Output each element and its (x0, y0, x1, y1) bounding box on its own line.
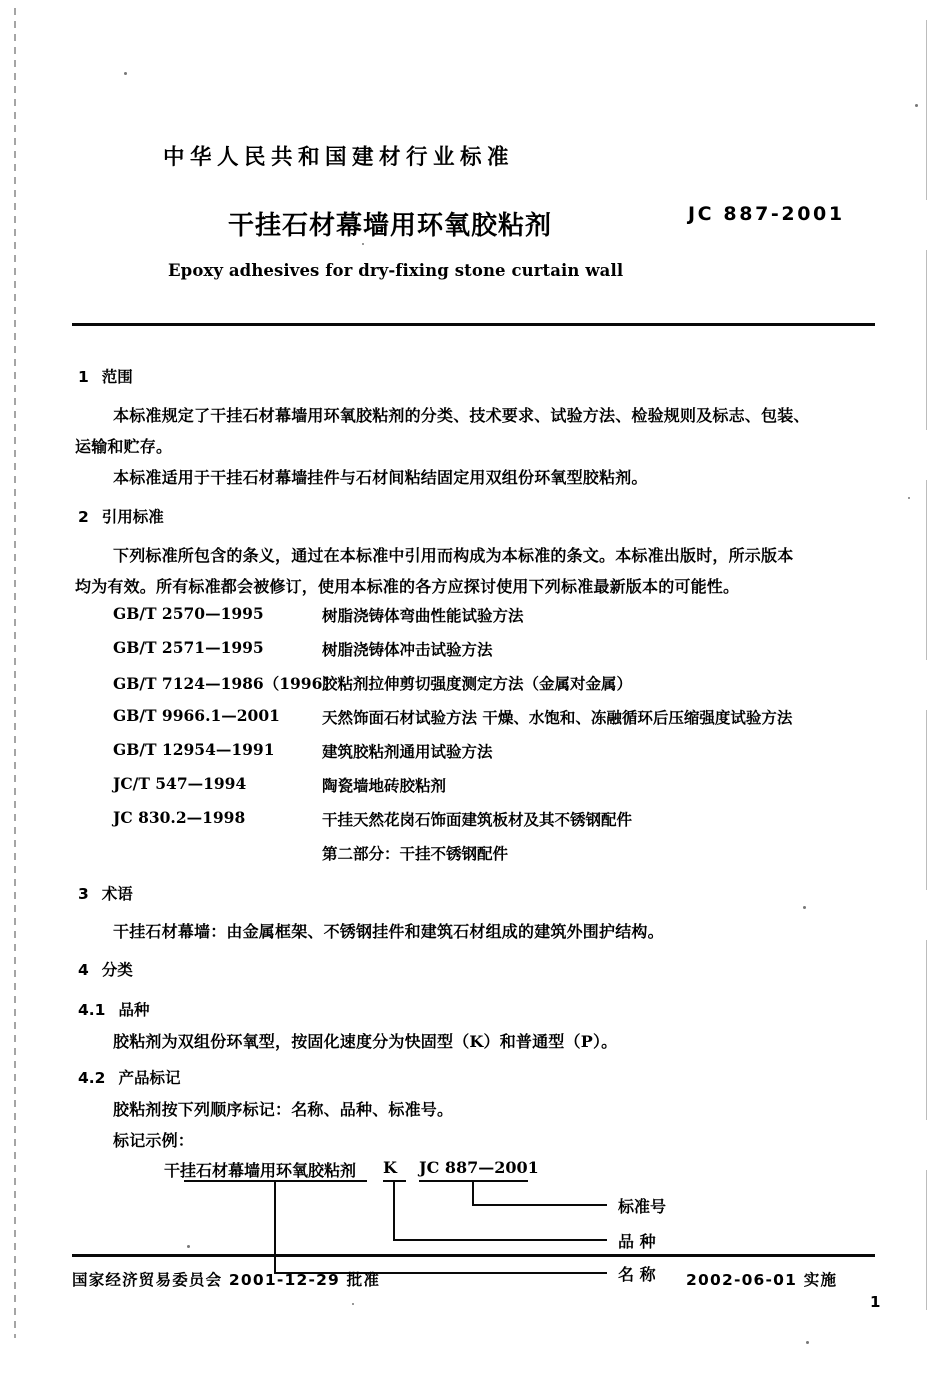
section-number: 1 (78, 368, 89, 386)
marking-label-variety: 品 种 (618, 1232, 656, 1251)
reference-title: 胶粘剂拉伸剪切强度测定方法（金属对金属） (322, 674, 633, 693)
standard-number: JC 887-2001 (688, 203, 845, 225)
header-divider-rule (72, 323, 875, 326)
reference-code: GB/T 12954—1991 (113, 740, 275, 759)
scan-speck (187, 1245, 190, 1248)
document-title-english: Epoxy adhesives for dry-fixing stone curtain wall (168, 261, 624, 280)
reference-code: GB/T 7124—1986（1996） (113, 674, 338, 693)
scan-artifact-right-edge (926, 20, 927, 1310)
section-heading-scope (78, 365, 133, 387)
section-title: 分类 (101, 961, 133, 979)
reference-title: 树脂浇铸体弯曲性能试验方法 (322, 606, 524, 625)
scan-speck (806, 1341, 809, 1344)
reference-title: 干挂天然花岗石饰面建筑板材及其不锈钢配件 (322, 810, 633, 829)
marking-example-label: 标记示例： (113, 1131, 195, 1150)
footer-implementation-date: 2002-06-01 实施 (686, 1271, 838, 1289)
footer-approval-info: 国家经济贸易委员会 2001-12-29 批准 (72, 1271, 381, 1289)
reference-code: GB/T 2570—1995 (113, 604, 264, 623)
scan-speck (803, 906, 806, 909)
reference-code: JC 830.2—1998 (113, 808, 246, 827)
subsection-heading-variety (78, 998, 149, 1020)
subsection-title: 品种 (118, 1001, 150, 1019)
reference-title-continuation: 第二部分：干挂不锈钢配件 (322, 844, 509, 863)
marking-label-name: 名 称 (618, 1265, 656, 1284)
reference-title: 陶瓷墙地砖胶粘剂 (322, 776, 447, 795)
scope-paragraph-line: 本标准规定了干挂石材幕墙用环氧胶粘剂的分类、技术要求、试验方法、检验规则及标志、包装、 (113, 406, 810, 425)
marking-diagram-variety-part: K (383, 1158, 397, 1177)
subsection-title: 产品标记 (118, 1069, 181, 1087)
section-number: 4 (78, 961, 89, 979)
marking-paragraph-line: 胶粘剂按下列顺序标记：名称、品种、标准号。 (113, 1100, 454, 1119)
reference-title: 树脂浇铸体冲击试验方法 (322, 640, 493, 659)
footer-divider-rule (72, 1254, 875, 1257)
document-title-chinese: 干挂石材幕墙用环氧胶粘剂 (228, 211, 553, 241)
subsection-heading-product-marking (78, 1066, 180, 1088)
reference-title: 天然饰面石材试验方法 干燥、水饱和、冻融循环后压缩强度试验方法 (322, 708, 793, 727)
marking-diagram-name-part: 干挂石材幕墙用环氧胶粘剂 (164, 1161, 357, 1180)
scan-speck (352, 1303, 354, 1305)
section-heading-classification (78, 958, 133, 980)
scope-paragraph-line: 运输和贮存。 (75, 437, 173, 456)
section-title: 术语 (101, 885, 133, 903)
section-heading-terms (78, 882, 133, 904)
scope-paragraph-line: 本标准适用于干挂石材幕墙挂件与石材间粘结固定用双组份环氧型胶粘剂。 (113, 468, 648, 487)
marking-label-standard-number: 标准号 (618, 1197, 667, 1216)
section-title: 范围 (101, 368, 133, 386)
terms-paragraph-line: 干挂石材幕墙：由金属框架、不锈钢挂件和建筑石材组成的建筑外围护结构。 (113, 922, 664, 941)
reference-code: GB/T 9966.1—2001 (113, 706, 280, 725)
section-title: 引用标准 (101, 508, 164, 526)
subsection-number: 4.2 (78, 1069, 106, 1087)
section-number: 2 (78, 508, 89, 526)
scan-speck (915, 104, 918, 107)
reference-code: GB/T 2571—1995 (113, 638, 264, 657)
reference-code: JC/T 547—1994 (113, 774, 247, 793)
variety-paragraph-line: 胶粘剂为双组份环氧型，按固化速度分为快固型（K）和普通型（P）。 (113, 1032, 618, 1051)
reference-title: 建筑胶粘剂通用试验方法 (322, 742, 493, 761)
subsection-number: 4.1 (78, 1001, 106, 1019)
scan-speck (362, 243, 364, 245)
scan-artifact-left-edge (14, 8, 16, 1338)
section-number: 3 (78, 885, 89, 903)
masthead-national-standard: 中华人民共和国建材行业标准 (163, 145, 515, 170)
references-intro-line: 均为有效。所有标准都会被修订，使用本标准的各方应探讨使用下列标准最新版本的可能性。 (75, 577, 740, 596)
page-number: 1 (870, 1293, 881, 1311)
scan-speck (908, 497, 910, 499)
marking-diagram-standard-part: JC 887—2001 (419, 1158, 539, 1177)
section-heading-normative-references (78, 505, 164, 527)
scan-speck (124, 72, 127, 75)
references-intro-line: 下列标准所包含的条义，通过在本标准中引用而构成为本标准的条文。本标准出版时，所示版本 (113, 546, 794, 565)
